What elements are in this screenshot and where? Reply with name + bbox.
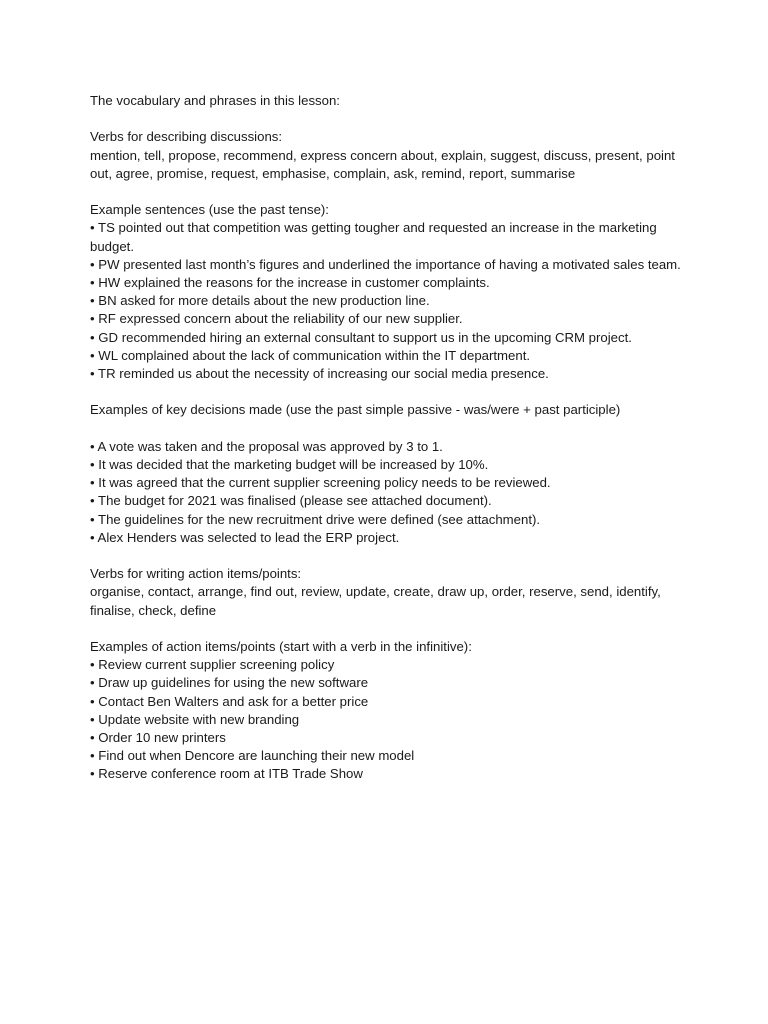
list-item: • WL complained about the lack of communication within the IT department.: [90, 347, 531, 363]
list-item: • TS pointed out that competition was getting tougher and requested an increase in the marketing budget.: [90, 220, 657, 254]
list-item: • BN asked for more details about the new production line.: [90, 293, 430, 309]
spacer: [90, 383, 690, 401]
spacer: [90, 183, 690, 201]
list-item: • Reserve conference room at ITB Trade Show: [90, 766, 363, 782]
list-item: • The guidelines for the new recruitment drive were defined (see attachment).: [90, 511, 541, 527]
list-item: • Alex Henders was selected to lead the ERP project.: [90, 529, 400, 545]
list-item: • Find out when Dencore are launching their new model: [90, 748, 415, 764]
list-item: • PW presented last month’s figures and underlined the importance of having a motivated sales team.: [90, 256, 681, 272]
action-examples-heading: Examples of action items/points (start with a verb in the infinitive):: [90, 639, 472, 654]
key-decisions-heading: Examples of key decisions made (use the past simple passive - was/were + past participle): [90, 402, 621, 418]
spacer: [90, 110, 690, 128]
example-sentences-heading: Example sentences (use the past tense):: [90, 202, 329, 218]
list-item: • Order 10 new printers: [90, 730, 226, 746]
verbs-discussions-heading: Verbs for describing discussions:: [90, 129, 283, 145]
list-item: • RF expressed concern about the reliability of our new supplier.: [90, 311, 463, 327]
intro-heading: The vocabulary and phrases in this lesson:: [90, 93, 340, 108]
verbs-discussions-list: mention, tell, propose, recommend, express concern about, explain, suggest, discuss, present, point out, agree, promise, request, emphasise, complain, ask, remind, report, summarise: [90, 147, 675, 181]
spacer: [90, 420, 690, 438]
spacer: [90, 620, 690, 638]
list-item: • Review current supplier screening policy: [90, 657, 335, 673]
list-item: • It was agreed that the current supplier screening policy needs to be reviewed.: [90, 475, 551, 491]
spacer: [90, 547, 690, 565]
verbs-action-heading: Verbs for writing action items/points:: [90, 566, 302, 582]
list-item: • HW explained the reasons for the increase in customer complaints.: [90, 275, 490, 290]
list-item: • It was decided that the marketing budget will be increased by 10%.: [90, 457, 489, 472]
list-item: • TR reminded us about the necessity of increasing our social media presence.: [90, 366, 549, 382]
list-item: • Draw up guidelines for using the new software: [90, 675, 369, 691]
list-item: • A vote was taken and the proposal was approved by 3 to 1.: [90, 438, 443, 454]
list-item: • Contact Ben Walters and ask for a better price: [90, 693, 369, 709]
list-item: • Update website with new branding: [90, 711, 300, 727]
document-page: [90, 92, 690, 784]
list-item: • GD recommended hiring an external consultant to support us in the upcoming CRM project.: [90, 329, 632, 345]
verbs-action-list: organise, contact, arrange, find out, review, update, create, draw up, order, reserve, send, identify, finalise, check, define: [90, 584, 661, 618]
list-item: • The budget for 2021 was finalised (please see attached document).: [90, 493, 492, 509]
